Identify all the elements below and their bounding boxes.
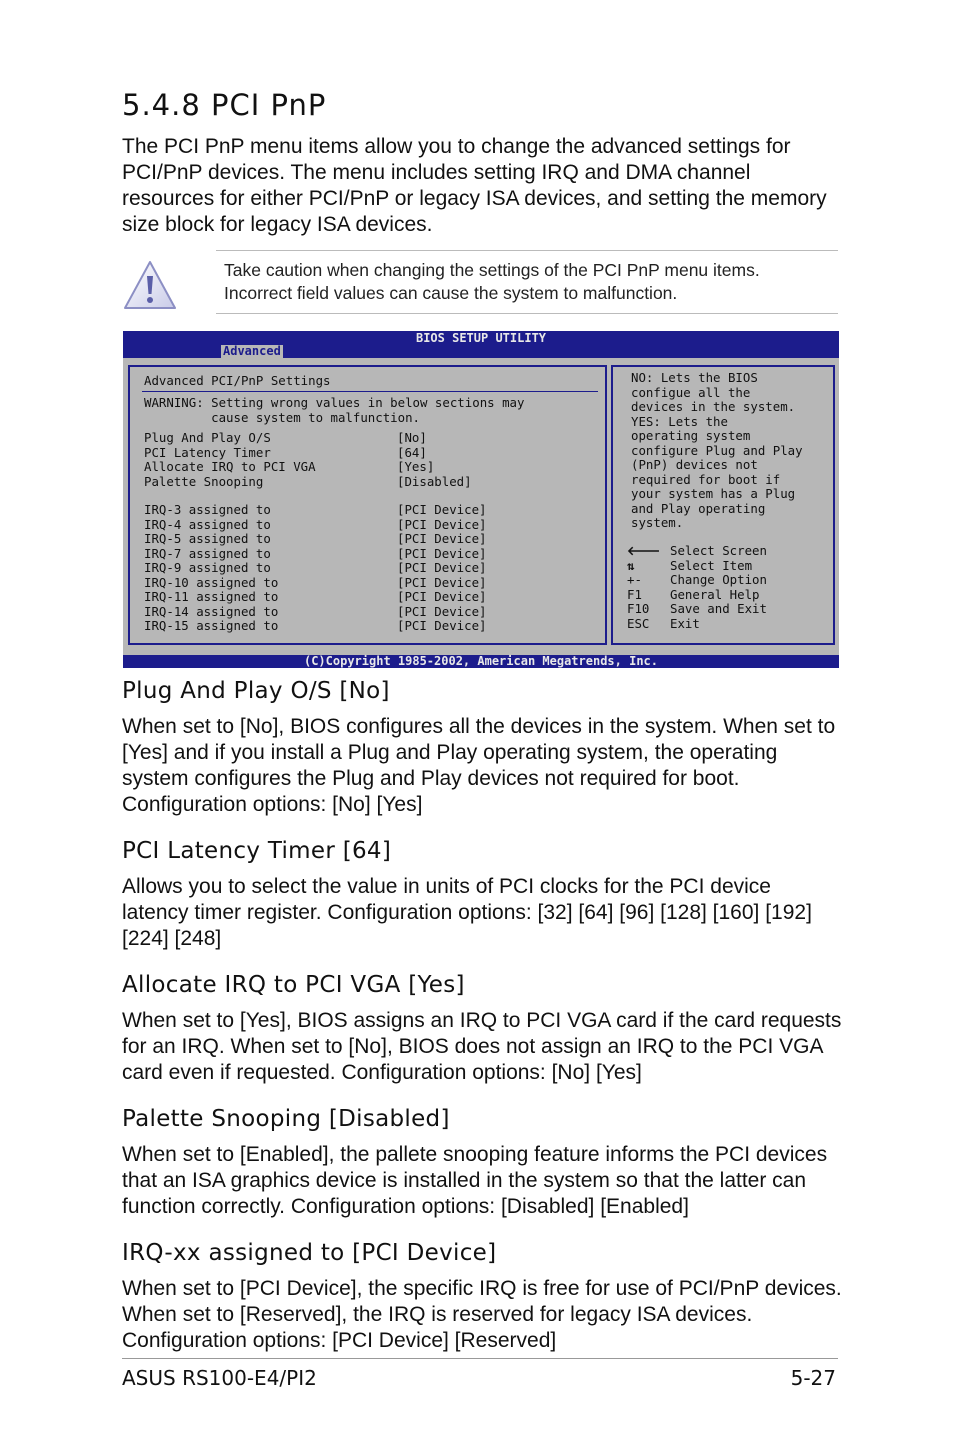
bios-key: F10 (627, 601, 650, 616)
bios-irq-value: [PCI Device] (397, 589, 487, 604)
bios-warning-line-1: WARNING: Setting wrong values in below sections may (144, 395, 525, 410)
bios-help-panel (611, 365, 835, 645)
bios-help-line: YES: Lets the (631, 413, 728, 429)
item-heading: IRQ-xx assigned to [PCI Device] (122, 1240, 497, 1266)
bios-copyright-bar: (C)Copyright 1985-2002, American Megatrends, Inc. (123, 655, 839, 668)
bios-warning-line-2: cause system to malfunction. (144, 409, 421, 425)
bios-irq-label: IRQ-4 assigned to (144, 516, 271, 532)
bios-irq-label: IRQ-11 assigned to (144, 589, 279, 604)
item-body: When set to [Yes], BIOS assigns an IRQ to PCI VGA card if the card requests for an IRQ. When set to [No], BIOS does not assign an IRQ to the PCI VGA card even if requested. Configuration options: [No] [Yes] (122, 1009, 842, 1084)
bios-panel-header: Advanced PCI/PnP Settings (144, 373, 331, 388)
bios-irq-value: [PCI Device] (397, 574, 487, 590)
footer-divider (122, 1358, 838, 1359)
bios-key: F1 (627, 586, 642, 602)
bios-key-desc: Change Option (670, 572, 767, 587)
bios-help-line: required for boot if (631, 471, 781, 487)
item-heading: Allocate IRQ to PCI VGA [Yes] (122, 972, 465, 998)
bios-irq-label: IRQ-5 assigned to (144, 531, 271, 546)
bios-help-line: your system has a Plug (631, 486, 796, 501)
bios-help-line: system. (631, 515, 684, 530)
bios-key-desc: Select Screen (670, 543, 767, 558)
caution-text (224, 259, 824, 305)
bios-irq-label: IRQ-10 assigned to (144, 574, 279, 590)
bios-irq-label: IRQ-9 assigned to (144, 560, 271, 575)
caution-top-divider (216, 250, 838, 251)
bios-divider (142, 391, 598, 392)
bios-help-line: configue all the (631, 384, 751, 400)
bios-key-desc: General Help (670, 586, 760, 602)
bios-setting-label: PCI Latency Timer (144, 444, 271, 460)
bios-help-line: NO: Lets the BIOS (631, 370, 758, 385)
section-title: 5.4.8 PCI PnP (122, 88, 327, 122)
bios-settings-panel (128, 365, 607, 645)
bios-key: +- (627, 572, 642, 587)
bios-key-desc: Save and Exit (670, 601, 767, 616)
caution-bottom-divider (216, 313, 838, 314)
intro-paragraph: The PCI PnP menu items allow you to change the advanced settings for PCI/PnP devices. The menu includes setting IRQ and DMA channel resources for either PCI/PnP or legacy ISA devices, and setting the memory size block for legacy ISA devices. (122, 135, 827, 236)
bios-irq-label: IRQ-3 assigned to (144, 502, 271, 517)
item-body: When set to [PCI Device], the specific IRQ is free for use of PCI/PnP devices. When set to [Reserved], the IRQ is reserved for legacy ISA devices. Configuration options: [PCI Device] [Reserved] (122, 1277, 842, 1352)
left-arrow-icon: 🡐 (627, 543, 661, 558)
footer-page-number: 5-27 (790, 1366, 836, 1390)
bios-irq-value: [PCI Device] (397, 560, 487, 575)
bios-tab-advanced[interactable]: Advanced (223, 344, 281, 358)
bios-help-line: operating system (631, 428, 751, 443)
caution-line-2: Incorrect field values can cause the system to malfunction. (224, 283, 678, 303)
bios-help-line: (PnP) devices not (631, 457, 758, 472)
bios-irq-value: [PCI Device] (397, 603, 487, 619)
up-down-arrows-icon: ⇅ (627, 557, 635, 573)
bios-key: ESC (627, 615, 650, 631)
bios-help-line: devices in the system. (631, 399, 796, 414)
bios-help-line: and Play operating (631, 500, 766, 516)
item-body: When set to [Enabled], the pallete snooping feature informs the PCI devices that an ISA graphics device is installed in the system so that the latter can function correctly. Configuration options: [Disabled] [Enabled] (122, 1143, 828, 1218)
caution-line-1: Take caution when changing the settings of the PCI PnP menu items. (224, 260, 760, 280)
bios-key-desc: Select Item (670, 557, 753, 573)
bios-irq-value: [PCI Device] (397, 502, 487, 517)
bios-setting-value: [No] (397, 430, 427, 445)
footer-product: ASUS RS100-E4/PI2 (122, 1366, 317, 1390)
bios-irq-value: [PCI Device] (397, 545, 487, 561)
bios-title-bar (123, 331, 839, 358)
bios-setting-value: [Yes] (397, 459, 435, 474)
bios-title: BIOS SETUP UTILITY (415, 331, 547, 345)
bios-setting-value: [64] (397, 444, 427, 460)
item-heading: Palette Snooping [Disabled] (122, 1106, 450, 1132)
bios-setting-label: Plug And Play O/S (144, 430, 271, 445)
bios-setting-value: [Disabled] (397, 473, 472, 489)
bios-setting-label: Allocate IRQ to PCI VGA (144, 459, 316, 474)
bios-key-desc: Exit (670, 615, 700, 631)
bios-irq-label: IRQ-14 assigned to (144, 603, 279, 619)
bios-help-line: configure Plug and Play (631, 442, 803, 458)
item-body: Allows you to select the value in units of PCI clocks for the PCI device latency timer register. Configuration options: [32] [64] [96] [128] [160] [192] [224] [248] (122, 875, 812, 950)
item-heading: PCI Latency Timer [64] (122, 838, 392, 864)
warning-triangle-icon (122, 258, 178, 312)
bios-irq-label: IRQ-7 assigned to (144, 545, 271, 561)
item-body: When set to [No], BIOS configures all the devices in the system. When set to [Yes] and if you install a Plug and Play operating system, the operating system configures the Plug and Play devices not required for boot. Configuration options: [No] [Yes] (122, 715, 836, 816)
bios-irq-value: [PCI Device] (397, 531, 487, 546)
bios-irq-value: [PCI Device] (397, 516, 487, 532)
bios-irq-label: IRQ-15 assigned to (144, 618, 279, 633)
bios-screenshot (123, 331, 839, 668)
bios-setting-label: Palette Snooping (144, 473, 264, 489)
bios-irq-value: [PCI Device] (397, 618, 487, 633)
item-heading: Plug And Play O/S [No] (122, 678, 390, 704)
